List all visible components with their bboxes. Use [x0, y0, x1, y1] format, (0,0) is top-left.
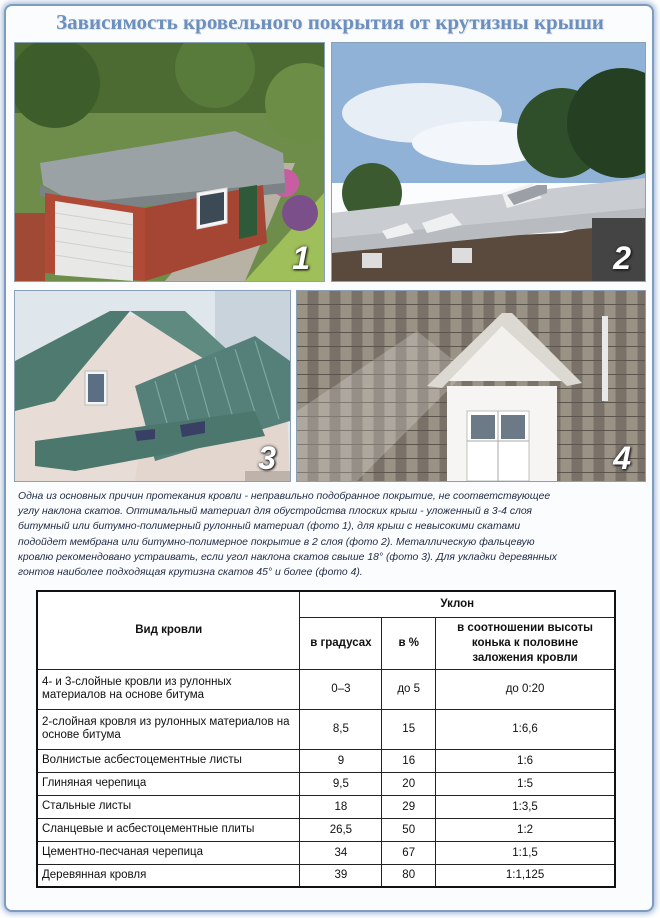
ratio-cell: 1:5	[436, 772, 615, 795]
degrees-cell: 0–3	[300, 669, 382, 709]
table-row	[37, 709, 615, 749]
membrane-roof-illustration	[332, 43, 645, 281]
roof-kind-cell: Сланцевые и асбестоцементные плиты	[37, 818, 300, 841]
roof-kind-cell: 2-слойная кровля из рулонных материалов на основе битума	[37, 709, 300, 749]
header-ratio: в соотношении высоты конька к половине заложения кровли	[436, 617, 615, 669]
description-line: битумный или битумно-полимерный рулонный материал (фото 1), для крыш с невысокими скатами	[18, 521, 521, 533]
photo-flat-roof-garage	[14, 42, 325, 282]
roof-kind-cell: Деревянная кровля	[37, 864, 300, 887]
roof-kind-cell: Стальные листы	[37, 795, 300, 818]
metal-roof-illustration	[15, 291, 290, 481]
page-title: Зависимость кровельного покрытия от крутизны крыши	[56, 10, 604, 34]
photo-number: 2	[613, 240, 631, 276]
description-line: подойдет мембрана или битумно-полимерное покрытие в 2 слоя (фото 2). Металлическую фальцевую	[18, 536, 535, 548]
ratio-cell: 1:3,5	[436, 795, 615, 818]
percent-cell: 20	[382, 772, 436, 795]
degrees-cell: 9	[300, 749, 382, 772]
ratio-cell: 1:1,5	[436, 841, 615, 864]
roof-slope-table	[36, 590, 616, 888]
percent-cell: 15	[382, 709, 436, 749]
percent-cell: 80	[382, 864, 436, 887]
photo-number: 3	[258, 440, 276, 476]
roof-kind-cell: Волнистые асбестоцементные листы	[37, 749, 300, 772]
ratio-cell: до 0:20	[436, 669, 615, 709]
roof-kind-cell: 4- и 3-слойные кровли из рулонных материалов на основе битума	[37, 669, 300, 709]
photo-number: 4	[613, 440, 631, 476]
percent-cell: 50	[382, 818, 436, 841]
degrees-cell: 34	[300, 841, 382, 864]
degrees-cell: 39	[300, 864, 382, 887]
table-row	[37, 749, 615, 772]
description-line: гонтов наиболее подходящая крутизна скатов 45° и более (фото 4).	[18, 567, 363, 579]
photo-wooden-shingle-roof	[296, 290, 646, 482]
table-row	[37, 818, 615, 841]
roof-kind-cell: Глиняная черепица	[37, 772, 300, 795]
percent-cell: 16	[382, 749, 436, 772]
table-row	[37, 772, 615, 795]
header-percent: в %	[382, 617, 436, 669]
header-roof-kind: Вид кровли	[37, 591, 300, 669]
photo-metal-seam-roof	[14, 290, 291, 482]
roof-kind-cell: Цементно-песчаная черепица	[37, 841, 300, 864]
table-row	[37, 864, 615, 887]
table-row	[37, 841, 615, 864]
table-row	[37, 795, 615, 818]
photo-number: 1	[292, 240, 310, 276]
ratio-cell: 1:2	[436, 818, 615, 841]
table-row	[37, 669, 615, 709]
header-slope: Уклон	[300, 591, 615, 617]
degrees-cell: 18	[300, 795, 382, 818]
photo-membrane-roof	[331, 42, 646, 282]
ratio-cell: 1:6,6	[436, 709, 615, 749]
percent-cell: до 5	[382, 669, 436, 709]
description-line: кровлю рекомендовано устраивать, если угол наклона скатов свыше 18° (фото 3). Для укладки деревянных	[18, 551, 557, 563]
wood-shingle-illustration	[297, 291, 645, 481]
garage-illustration	[15, 43, 324, 281]
description-line: Одна из основных причин протекания кровли - неправильно подобранное покрытие, не соответствующее	[18, 491, 551, 502]
description-line: углу наклона скатов. Оптимальный материал для обустройства плоских крыш - уложенный в 3-4 слоя	[18, 506, 532, 518]
ratio-cell: 1:1,125	[436, 864, 615, 887]
header-degrees: в градусах	[300, 617, 382, 669]
description-text	[18, 489, 642, 580]
degrees-cell: 26,5	[300, 818, 382, 841]
percent-cell: 29	[382, 795, 436, 818]
degrees-cell: 9,5	[300, 772, 382, 795]
percent-cell: 67	[382, 841, 436, 864]
degrees-cell: 8,5	[300, 709, 382, 749]
ratio-cell: 1:6	[436, 749, 615, 772]
